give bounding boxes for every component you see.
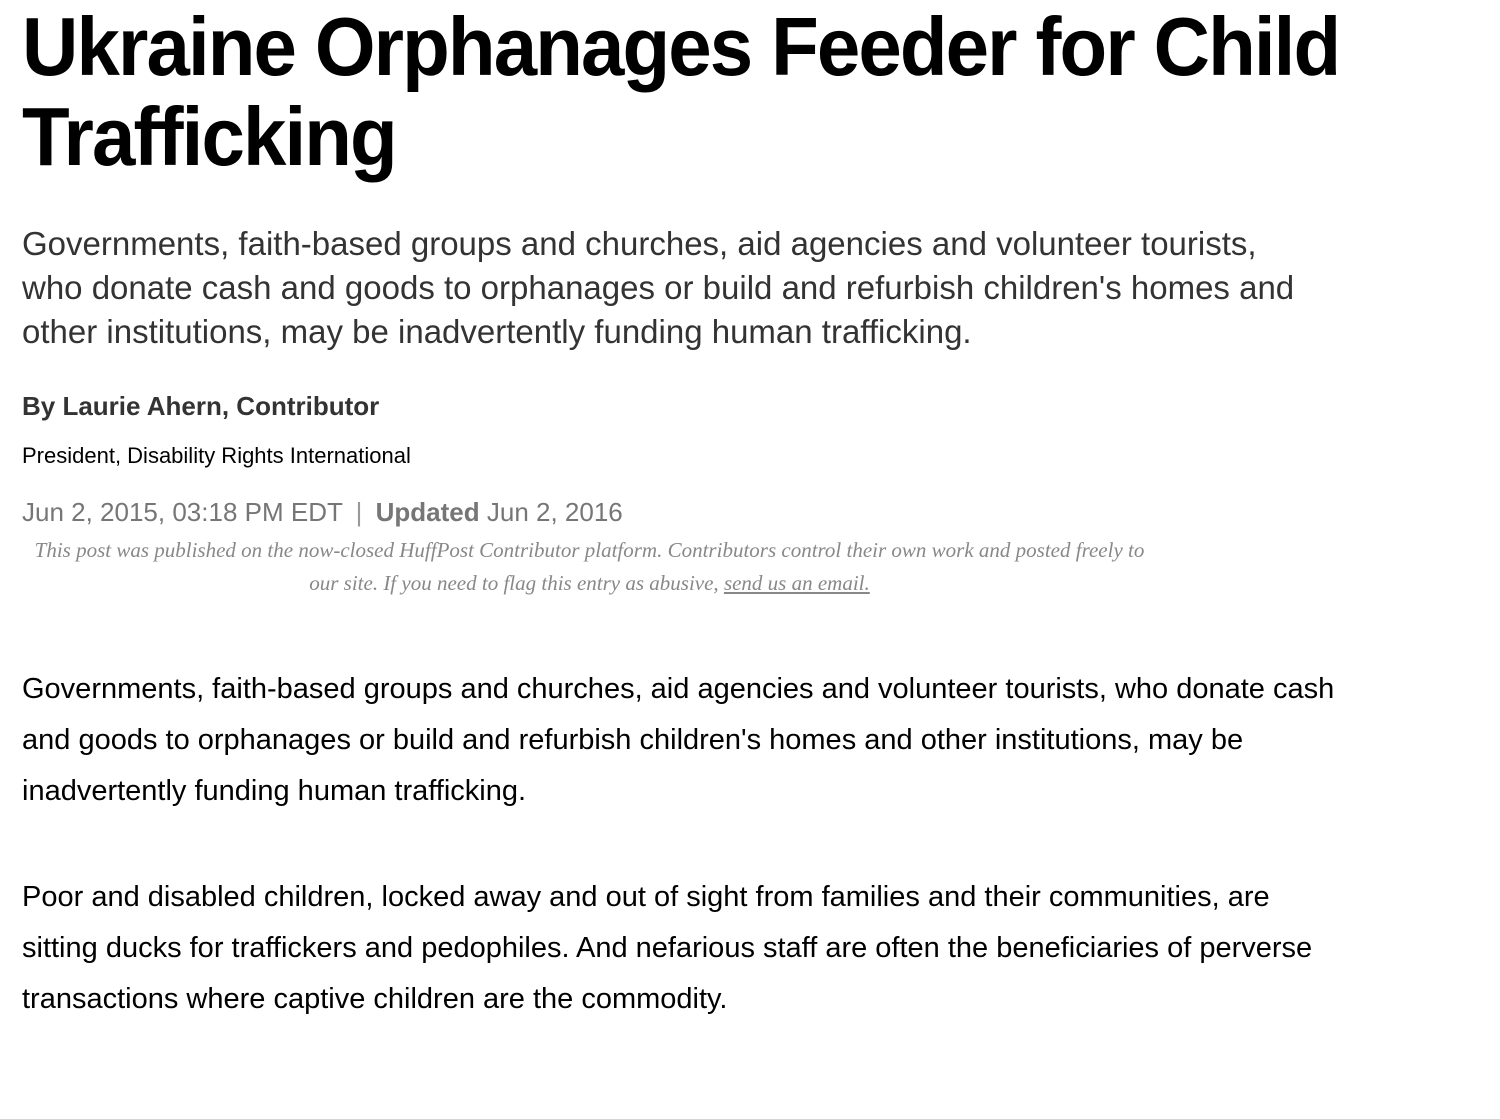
- updated-label: Updated: [375, 497, 480, 527]
- published-timestamp: Jun 2, 2015, 03:18 PM EDT: [22, 497, 343, 527]
- body-paragraph: Governments, faith-based groups and churches, aid agencies and volunteer tourists, who donate cash and goods to orphanages or build and refurbish children's homes and other institutions, may be inadvertently funding human trafficking.: [22, 673, 1335, 807]
- author-byline[interactable]: By Laurie Ahern, Contributor: [22, 391, 380, 421]
- updated-timestamp: Jun 2, 2016: [486, 497, 623, 527]
- contributor-disclaimer: [22, 534, 1157, 600]
- article-dek: Governments, faith-based groups and churches, aid agencies and volunteer tourists, who donate cash and goods to orphanages or build and refurbish children's homes and other institutions, may be inadvertently funding human trafficking.: [22, 225, 1295, 350]
- disclaimer-text: This post was published on the now-closed HuffPost Contributor platform. Contributors control their own work and posted freely to our site. If you need to flag this entry as abusive,: [34, 538, 1145, 595]
- body-paragraph: Poor and disabled children, locked away and out of sight from families and their communities, are sitting ducks for traffickers and pedophiles. And nefarious staff are often the beneficiaries of perverse transactions where captive children are the commodity.: [22, 881, 1313, 1015]
- email-flag-link[interactable]: send us an email.: [723, 571, 870, 595]
- article-headline: Ukraine Orphanages Feeder for Child Trafficking: [22, 0, 1340, 183]
- dateline-separator: |: [355, 497, 363, 527]
- author-title: President, Disability Rights International: [22, 443, 411, 468]
- article-dateline: [22, 496, 1492, 528]
- article: [22, 0, 1492, 1025]
